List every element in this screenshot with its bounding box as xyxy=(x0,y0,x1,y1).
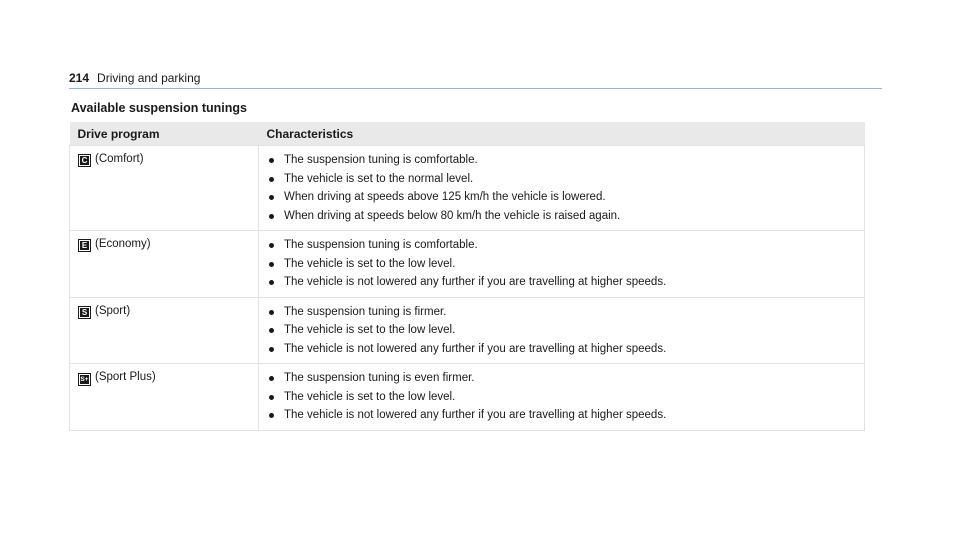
characteristics-cell xyxy=(259,364,865,431)
table-header-row xyxy=(70,122,865,146)
drive-program-cell xyxy=(70,364,259,431)
list-item: The suspension tuning is firmer. xyxy=(267,303,856,322)
characteristics-list xyxy=(267,303,856,359)
list-item: The vehicle is set to the low level. xyxy=(267,388,856,407)
list-item: The vehicle is not lowered any further if you are travelling at higher speeds. xyxy=(267,273,856,292)
list-item: The suspension tuning is even firmer. xyxy=(267,369,856,388)
sport-plus-mode-icon: S+ xyxy=(78,373,91,386)
page-header xyxy=(69,70,882,89)
list-item: The suspension tuning is comfortable. xyxy=(267,151,856,170)
sport-mode-icon: S xyxy=(78,306,91,319)
table-row xyxy=(70,231,865,298)
drive-program-label: (Economy) xyxy=(95,238,151,250)
list-item: The vehicle is not lowered any further if you are travelling at higher speeds. xyxy=(267,340,856,359)
column-header-characteristics: Characteristics xyxy=(259,122,865,146)
suspension-tunings-table xyxy=(69,122,865,431)
column-header-drive-program: Drive program xyxy=(70,122,259,146)
characteristics-list xyxy=(267,369,856,425)
comfort-mode-icon: C xyxy=(78,154,91,167)
economy-mode-icon: E xyxy=(78,239,91,252)
list-item: The vehicle is set to the low level. xyxy=(267,255,856,274)
drive-program-cell xyxy=(70,297,259,364)
drive-program-cell xyxy=(70,231,259,298)
drive-program-cell xyxy=(70,146,259,231)
chapter-title: Driving and parking xyxy=(97,71,201,85)
page-number: 214 xyxy=(69,71,90,85)
section-title: Available suspension tunings xyxy=(71,101,247,115)
characteristics-list xyxy=(267,236,856,292)
list-item: The vehicle is set to the normal level. xyxy=(267,170,856,189)
table-row xyxy=(70,364,865,431)
characteristics-cell xyxy=(259,297,865,364)
list-item: The vehicle is not lowered any further if you are travelling at higher speeds. xyxy=(267,406,856,425)
table-row xyxy=(70,146,865,231)
list-item: When driving at speeds above 125 km/h the vehicle is lowered. xyxy=(267,188,856,207)
table-row xyxy=(70,297,865,364)
list-item: The vehicle is set to the low level. xyxy=(267,321,856,340)
characteristics-cell xyxy=(259,231,865,298)
list-item: The suspension tuning is comfortable. xyxy=(267,236,856,255)
drive-program-label: (Comfort) xyxy=(95,153,144,165)
list-item: When driving at speeds below 80 km/h the vehicle is raised again. xyxy=(267,207,856,226)
characteristics-list xyxy=(267,151,856,225)
characteristics-cell xyxy=(259,146,865,231)
drive-program-label: (Sport) xyxy=(95,304,131,317)
drive-program-label: (Sport Plus) xyxy=(95,371,156,383)
